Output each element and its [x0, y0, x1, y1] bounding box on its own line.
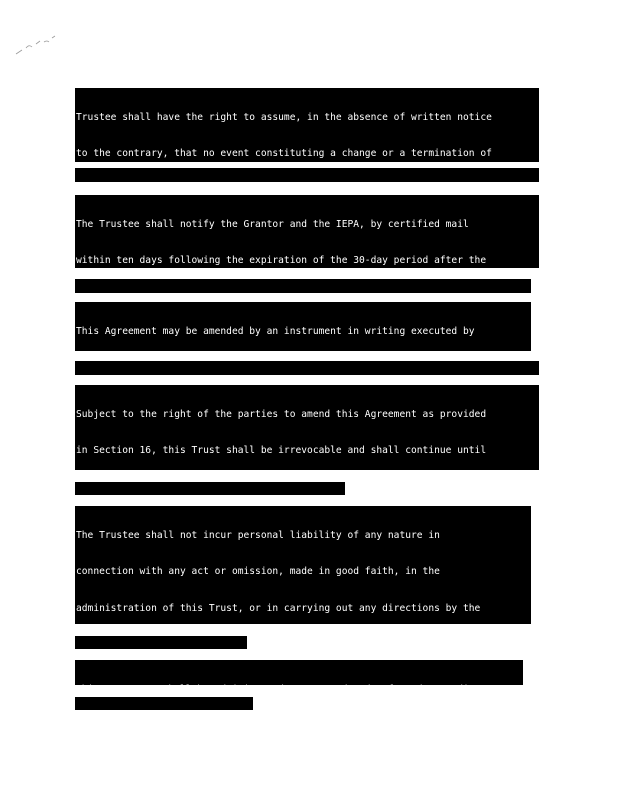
- text-line: administration of this Trust, or in carrying out any directions by the: [76, 602, 481, 614]
- section-19-body: [75, 660, 523, 685]
- text-line: in Section 16, this Trust shall be irrevocable and shall continue until: [76, 445, 487, 457]
- text-line: This Agreement may be amended by an instrument in writing executed by: [76, 326, 475, 338]
- text-line: to the contrary, that no event constituting a change or a termination of: [76, 148, 492, 160]
- section-20-heading-bar: [75, 697, 253, 710]
- text-line: [76, 684, 521, 685]
- section-17-heading-bar: [75, 361, 539, 375]
- section-15-body: [75, 195, 539, 268]
- trustee-authority-paragraph: [75, 88, 539, 162]
- handwritten-mark: [14, 34, 60, 58]
- section-19-heading-bar: [75, 636, 247, 649]
- text-line: The Trustee shall not incur personal liability of any nature in: [76, 530, 440, 542]
- text-line: connection with any act or omission, made in good faith, in the: [76, 566, 440, 578]
- text-line: within ten days following the expiration of the 30-day period after the: [76, 255, 487, 267]
- section-18-body: [75, 506, 531, 624]
- text-line: Trustee shall have the right to assume, in the absence of written notice: [76, 112, 492, 124]
- section-18-heading-bar: [75, 482, 345, 495]
- section-16-heading-bar: [75, 279, 531, 293]
- text-line: The Trustee shall notify the Grantor and the IEPA, by certified mail: [76, 219, 469, 231]
- text-line: Subject to the right of the parties to amend this Agreement as provided: [76, 409, 487, 421]
- section-15-heading-bar: [75, 168, 539, 182]
- section-17-body: [75, 385, 539, 470]
- section-16-body: [75, 302, 531, 351]
